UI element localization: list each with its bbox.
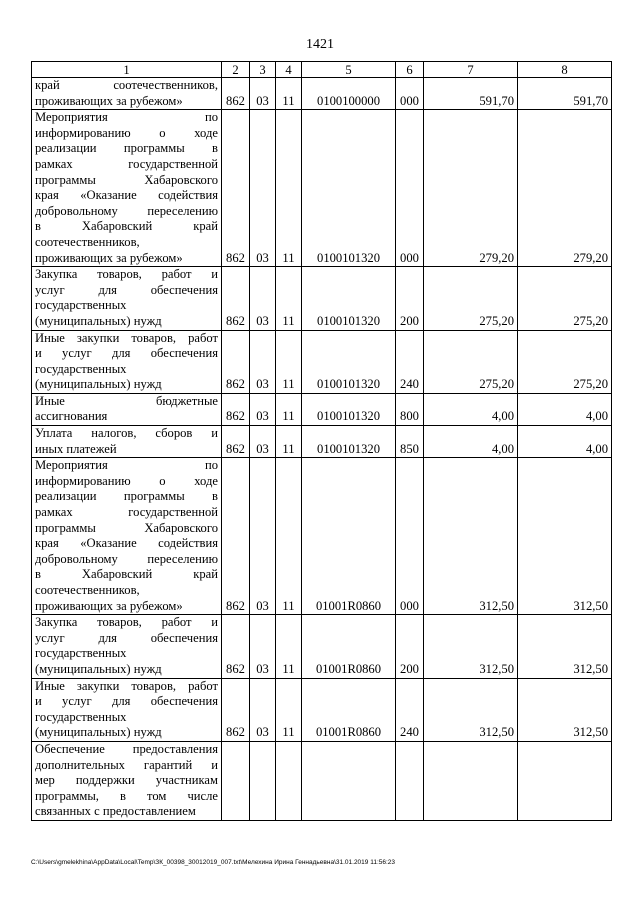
target-article-code: 0100101320 (302, 267, 396, 330)
table-row (32, 615, 612, 678)
ministry-code: 862 (222, 393, 250, 425)
row-description (32, 330, 222, 393)
ministry-code: 862 (222, 678, 250, 741)
description-line: Уплата налогов, сборов и (35, 426, 218, 441)
header-col-8: 8 (518, 62, 612, 78)
description-line: связанных с предоставлением (35, 804, 196, 819)
amount-approved (424, 741, 518, 820)
section-code: 03 (250, 393, 276, 425)
amount-approved: 312,50 (424, 678, 518, 741)
description-line: и услуг для обеспечения (35, 346, 218, 361)
description-line: (муниципальных) нужд (35, 661, 162, 676)
description-line: программы, в том числе (35, 788, 218, 803)
description-line: информированию о ходе (35, 125, 218, 140)
table-row (32, 78, 612, 110)
description-line: программы Хабаровского (35, 520, 218, 535)
table-row (32, 678, 612, 741)
description-line: соотечественников, (35, 234, 140, 249)
description-line: ассигнования (35, 409, 108, 424)
amount-approved: 275,20 (424, 330, 518, 393)
table-row (32, 426, 612, 458)
description-line: государственных (35, 646, 127, 661)
table-row (32, 267, 612, 330)
section-code: 03 (250, 678, 276, 741)
description-line: проживающих за рубежом» (35, 598, 183, 613)
ministry-code: 862 (222, 267, 250, 330)
section-code: 03 (250, 267, 276, 330)
ministry-code: 862 (222, 426, 250, 458)
expense-type-code: 800 (396, 393, 424, 425)
amount-executed: 4,00 (518, 393, 612, 425)
row-description (32, 78, 222, 110)
ministry-code: 862 (222, 330, 250, 393)
section-code: 03 (250, 426, 276, 458)
table-row (32, 110, 612, 267)
amount-executed (518, 741, 612, 820)
description-line: рамках государственной (35, 156, 218, 171)
subsection-code: 11 (276, 110, 302, 267)
amount-executed: 312,50 (518, 615, 612, 678)
description-line: край соотечественников, (35, 78, 218, 92)
page-number: 1421 (306, 37, 334, 52)
section-code: 03 (250, 615, 276, 678)
header-row (32, 62, 612, 78)
description-line: рамках государственной (35, 505, 218, 520)
row-description (32, 110, 222, 267)
row-description (32, 615, 222, 678)
description-line: программы Хабаровского (35, 172, 218, 187)
description-line: услуг для обеспечения (35, 282, 218, 297)
description-line: края «Оказание содействия (35, 536, 218, 551)
ministry-code: 862 (222, 615, 250, 678)
target-article-code: 01001R0860 (302, 615, 396, 678)
description-line: государственных (35, 298, 127, 313)
file-path-footer: C:\Users\gmelekhina\AppData\Local\Temp\ЗК_00398_30012019_007.txt\Мелехина Ирина Геннадьевна\31.01.2019 11:56:23 (31, 859, 396, 866)
target-article-code: 0100101320 (302, 426, 396, 458)
description-line: государственных (35, 361, 127, 376)
expense-type-code (396, 741, 424, 820)
table-row (32, 330, 612, 393)
section-code: 03 (250, 330, 276, 393)
description-line: проживающих за рубежом» (35, 250, 183, 265)
amount-executed: 275,20 (518, 267, 612, 330)
section-code: 03 (250, 78, 276, 110)
row-description (32, 393, 222, 425)
ministry-code (222, 741, 250, 820)
description-line: Иные закупки товаров, работ (35, 678, 218, 693)
description-line: реализации программы в (35, 141, 218, 156)
header-col-5: 5 (302, 62, 396, 78)
description-line: дополнительных гарантий и (35, 757, 218, 772)
description-line: соотечественников, (35, 583, 140, 597)
amount-approved: 4,00 (424, 426, 518, 458)
description-line: добровольному переселению (35, 203, 218, 218)
subsection-code: 11 (276, 330, 302, 393)
expense-type-code: 000 (396, 458, 424, 615)
target-article-code: 0100101320 (302, 330, 396, 393)
description-line: и услуг для обеспечения (35, 694, 218, 709)
description-line: Мероприятия по (35, 458, 218, 473)
expense-type-code: 240 (396, 678, 424, 741)
description-line: Мероприятия по (35, 110, 218, 125)
header-col-2: 2 (222, 62, 250, 78)
description-line: Закупка товаров, работ и (35, 615, 218, 630)
expense-type-code: 200 (396, 615, 424, 678)
amount-approved: 279,20 (424, 110, 518, 267)
table-row (32, 458, 612, 615)
amount-executed: 312,50 (518, 458, 612, 615)
header-col-7: 7 (424, 62, 518, 78)
description-line: информированию о ходе (35, 473, 218, 488)
description-line: государственных (35, 709, 127, 724)
subsection-code (276, 741, 302, 820)
description-line: Закупка товаров, работ и (35, 267, 218, 282)
description-line: (муниципальных) нужд (35, 313, 162, 328)
section-code: 03 (250, 458, 276, 615)
target-article-code (302, 741, 396, 820)
description-line: в Хабаровский край (35, 219, 218, 234)
amount-executed: 312,50 (518, 678, 612, 741)
description-line: мер поддержки участникам (35, 773, 218, 788)
amount-approved: 312,50 (424, 458, 518, 615)
description-line: (муниципальных) нужд (35, 725, 162, 740)
expense-type-code: 000 (396, 110, 424, 267)
row-description (32, 458, 222, 615)
description-line: проживающих за рубежом» (35, 93, 183, 108)
target-article-code: 01001R0860 (302, 458, 396, 615)
subsection-code: 11 (276, 393, 302, 425)
header-col-6: 6 (396, 62, 424, 78)
budget-table (31, 61, 612, 821)
amount-executed: 4,00 (518, 426, 612, 458)
table-body (32, 78, 612, 821)
expense-type-code: 200 (396, 267, 424, 330)
subsection-code: 11 (276, 615, 302, 678)
amount-approved: 312,50 (424, 615, 518, 678)
target-article-code: 0100101320 (302, 393, 396, 425)
amount-executed: 275,20 (518, 330, 612, 393)
description-line: Иные закупки товаров, работ (35, 330, 218, 345)
row-description (32, 267, 222, 330)
subsection-code: 11 (276, 458, 302, 615)
amount-approved: 275,20 (424, 267, 518, 330)
description-line: Обеспечение предоставления (35, 741, 218, 756)
amount-approved: 591,70 (424, 78, 518, 110)
header-col-3: 3 (250, 62, 276, 78)
description-line: в Хабаровский край (35, 567, 218, 582)
target-article-code: 0100101320 (302, 110, 396, 267)
subsection-code: 11 (276, 426, 302, 458)
description-line: иных платежей (35, 441, 117, 456)
ministry-code: 862 (222, 110, 250, 267)
subsection-code: 11 (276, 678, 302, 741)
header-col-4: 4 (276, 62, 302, 78)
description-line: добровольному переселению (35, 551, 218, 566)
ministry-code: 862 (222, 458, 250, 615)
target-article-code: 0100100000 (302, 78, 396, 110)
target-article-code: 01001R0860 (302, 678, 396, 741)
expense-type-code: 000 (396, 78, 424, 110)
row-description (32, 426, 222, 458)
description-line: (муниципальных) нужд (35, 377, 162, 392)
description-line: реализации программы в (35, 489, 218, 504)
table-row (32, 393, 612, 425)
amount-executed: 279,20 (518, 110, 612, 267)
table-row (32, 741, 612, 820)
ministry-code: 862 (222, 78, 250, 110)
row-description (32, 678, 222, 741)
amount-approved: 4,00 (424, 393, 518, 425)
amount-executed: 591,70 (518, 78, 612, 110)
expense-type-code: 850 (396, 426, 424, 458)
description-line: услуг для обеспечения (35, 630, 218, 645)
expense-type-code: 240 (396, 330, 424, 393)
section-code: 03 (250, 110, 276, 267)
description-line: Иные бюджетные (35, 393, 218, 408)
subsection-code: 11 (276, 267, 302, 330)
row-description (32, 741, 222, 820)
subsection-code: 11 (276, 78, 302, 110)
header-col-1: 1 (32, 62, 222, 78)
description-line: края «Оказание содействия (35, 188, 218, 203)
section-code (250, 741, 276, 820)
